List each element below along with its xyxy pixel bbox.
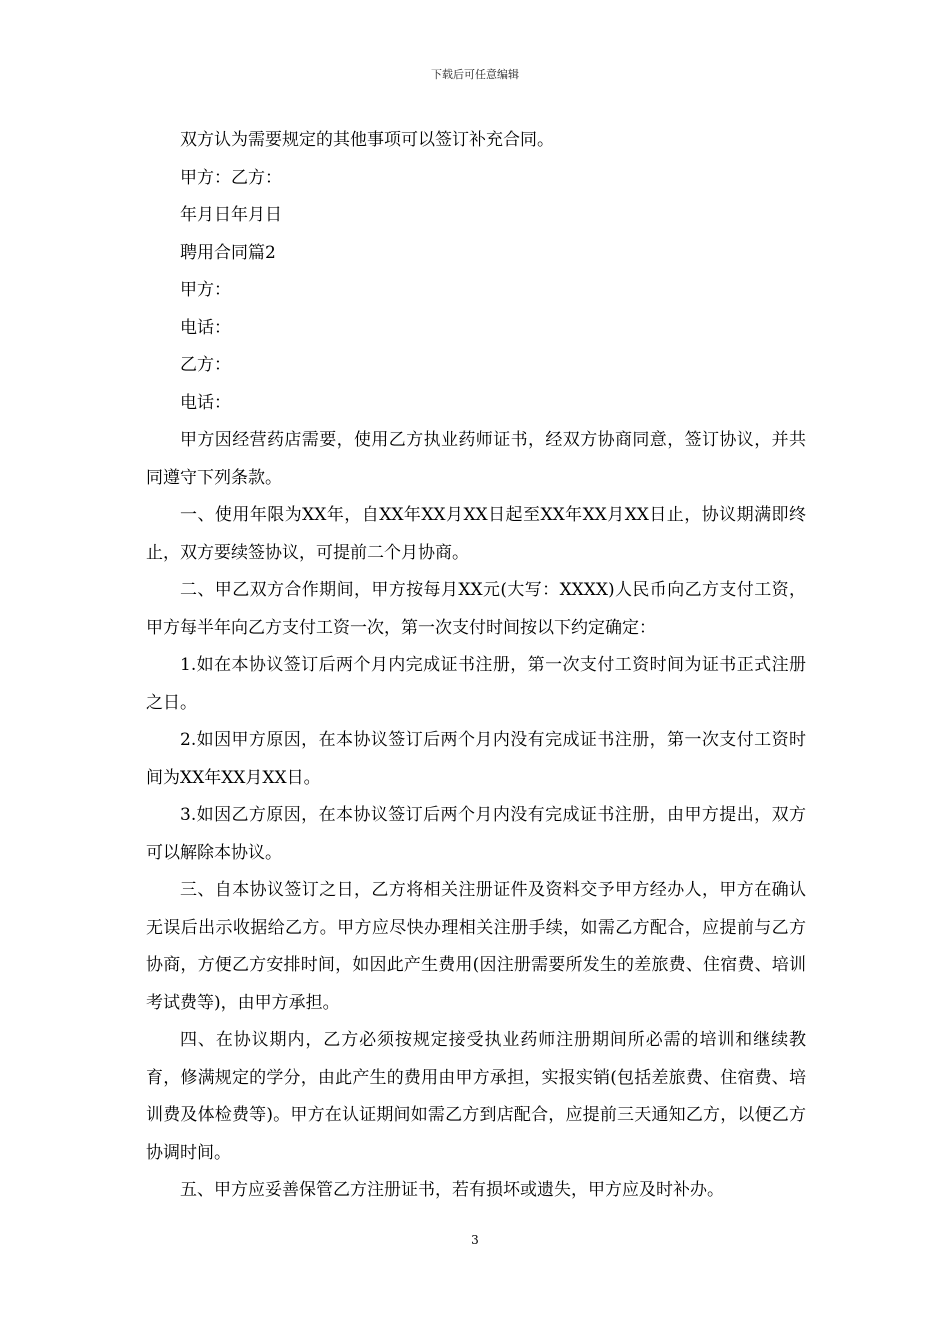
paragraph: 甲方因经营药店需要，使用乙方执业药师证书，经双方协商同意，签订协议，并共同遵守下列条款。 [146, 430, 806, 488]
paragraph: 2.如因甲方原因，在本协议签订后两个月内没有完成证书注册，第一次支付工资时间为XX年XX月XX日。 [146, 730, 806, 788]
paragraph: 电话： [180, 317, 231, 338]
section-title: 聘用合同篇2 [180, 242, 276, 263]
paragraph: 电话： [180, 392, 231, 413]
document-body [146, 122, 806, 1210]
paragraph: 3.如因乙方原因，在本协议签订后两个月内没有完成证书注册，由甲方提出，双方可以解除本协议。 [146, 805, 806, 863]
paragraph: 三、自本协议签订之日，乙方将相关注册证件及资料交予甲方经办人，甲方在确认无误后出示收据给乙方。甲方应尽快办理相关注册手续，如需乙方配合，应提前与乙方协商，方便乙方安排时间，如因此产生费用(因注册需要所发生的差旅费、住宿费、培训考试费等)，由甲方承担。 [146, 880, 806, 1013]
paragraph: 甲方： [180, 280, 231, 300]
paragraph: 乙方： [180, 355, 231, 375]
paragraph: 四、在协议期内，乙方必须按规定接受执业药师注册期间所必需的培训和继续教育，修满规定的学分，由此产生的费用由甲方承担，实报实销(包括差旅费、住宿费、培训费及体检费等)。甲方在认证期间如需乙方到店配合，应提前三天通知乙方，以便乙方协调时间。 [146, 1030, 806, 1163]
paragraph: 五、甲方应妥善保管乙方注册证书，若有损坏或遗失，甲方应及时补办。 [180, 1180, 724, 1200]
paragraph: 二、甲乙双方合作期间，甲方按每月XX元(大写：XXXX)人民币向乙方支付工资，甲方每半年向乙方支付工资一次，第一次支付时间按以下约定确定： [146, 580, 806, 638]
paragraph: 1.如在本协议签订后两个月内完成证书注册，第一次支付工资时间为证书正式注册之日。 [146, 655, 806, 713]
paragraph: 一、使用年限为XX年，自XX年XX月XX日起至XX年XX月XX日止，协议期满即终止，双方要续签协议，可提前二个月协商。 [146, 505, 806, 563]
paragraph: 双方认为需要规定的其他事项可以签订补充合同。 [180, 130, 554, 150]
paragraph: 甲方：乙方： [180, 167, 282, 188]
page-number: 3 [471, 1233, 479, 1247]
page-header: 下载后可任意编辑 [431, 68, 519, 81]
paragraph: 年月日年月日 [180, 205, 282, 225]
